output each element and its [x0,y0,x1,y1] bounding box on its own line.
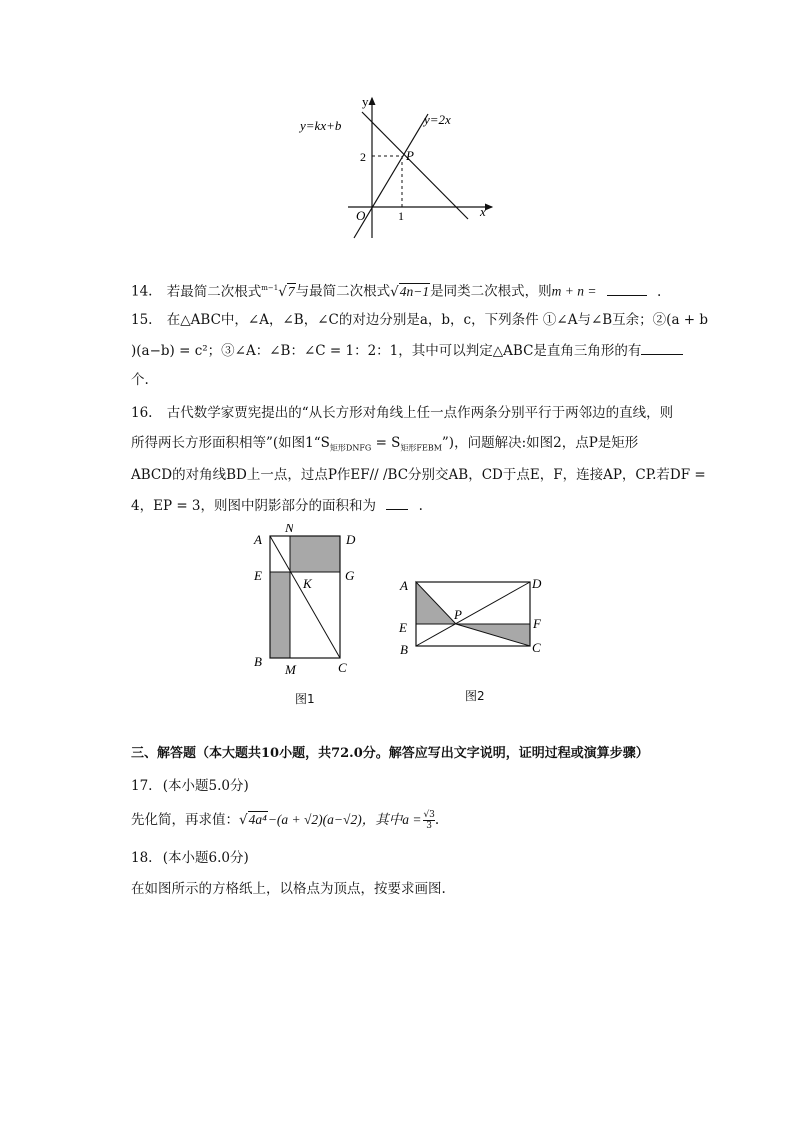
fig2-label-A: A [400,578,408,593]
question-16-line1 [131,403,673,423]
fig1-label-A: A [254,532,262,547]
q16-line4a: 4，EP = 3，则图中阴影部分的面积和为 [131,498,377,514]
fig2-label-B: B [400,642,408,657]
question-15-line3 [131,370,149,390]
q17-end: . [434,812,440,828]
q18-number: 18. [131,850,153,866]
fig2-shaded-triangle-left [416,582,456,624]
q16-answer-blank[interactable] [386,509,408,510]
point-p-label: P [406,148,414,163]
q16-line2a: 所得两长方形面积相等”(如图1“S [131,435,330,451]
q14-text-b: 与最简二次根式 [295,283,391,300]
q16-subscript-1: 矩形DNFG [329,443,372,453]
q18-score: (本小题6.0分) [162,850,249,866]
question-18-header [131,848,249,868]
question-15-line1 [131,310,708,330]
fig1-label-D: D [346,532,356,547]
fig2-label-D: D [532,576,542,591]
q15-line2: )(a−b) = c²；③∠A：∠B：∠C = 1：2：1，其中可以判定△ABC是直角三角形的有 [131,343,642,359]
q14-expression: m + n = [551,283,597,299]
fig1-shaded-top [290,536,340,572]
q16-end: . [418,498,423,514]
fig1-caption: 图1 [295,692,315,706]
line-y-kx-b [362,112,468,219]
q17-text-a: 先化简，再求值： [131,812,239,828]
q17-text-b: −(a + √2)(a−√2)，其中a = [267,812,422,827]
x-axis-label: x [480,204,486,219]
q14-radical-1: √7 [278,283,295,300]
q17-radical: √4a⁴ [239,812,267,828]
q14-root-index: m−1 [261,284,279,292]
q16-line2b: = S [371,435,401,451]
figure-2 [396,572,548,660]
q14-answer-blank[interactable] [607,295,647,296]
origin-label: O [356,208,366,223]
question-15-line2 [131,341,683,361]
question-17-header [131,776,249,796]
fig1-label-G: G [345,568,355,583]
q15-number: 15. [131,312,153,328]
fig2-label-F: F [533,616,541,631]
fig1-label-M: M [285,662,296,677]
question-17-body [131,810,439,831]
question-16-line3 [131,465,706,485]
y-axis-label: y [362,94,369,109]
line1-label: y=kx+b [300,118,342,133]
fig2-label-E: E [399,620,407,635]
x-tick-label: 1 [398,209,404,223]
figure-1 [248,524,368,680]
fig1-label-K: K [303,576,312,591]
fig1-label-E: E [254,568,262,583]
q17-score: (本小题5.0分) [162,778,249,794]
y-tick-label: 2 [360,150,366,164]
q14-text-a: 若最简二次根式 [166,283,262,300]
question-16-line2 [131,433,638,459]
q15-line1: 在△ABC中，∠A，∠B，∠C的对边分别是a，b，c，下列条件 ①∠A与∠B互余；②(a + b [166,312,709,328]
q14-end: . [657,283,662,300]
q16-number: 16. [131,405,153,421]
fig2-shaded-triangle-right [456,624,530,646]
fig1-label-B: B [254,654,262,669]
q14-number: 14. [131,283,153,300]
fig1-shaded-left [270,572,290,658]
question-18-body: 在如图所示的方格纸上，以格点为顶点，按要求画图. [131,881,446,897]
q17-fraction: $\frac{√3}{3}$ [423,810,435,831]
q15-line3: 个. [131,372,149,388]
q14-text-c: 是同类二次根式，则 [430,283,552,300]
section-3-title: 三、解答题（本大题共10小题，共72.0分。解答应写出文字说明，证明过程或演算步骤） [131,746,649,761]
question-16-line4 [131,496,423,516]
q14-radical-2: √4n−1 [390,283,430,300]
fig2-label-P: P [454,607,462,622]
fig1-label-C: C [338,660,347,675]
q16-line3: ABCD的对角线BD上一点，过点P作EF// /BC分别交AB，CD于点E，F，连接AP，CP.若DF = [131,467,706,483]
q15-answer-blank[interactable] [641,354,683,355]
q16-subscript-2: 矩形FEBM [400,443,442,453]
q16-line1: 古代数学家贾宪提出的“从长方形对角线上任一点作两条分别平行于两邻边的直线，则 [166,405,674,421]
fig2-caption: 图2 [465,689,485,703]
q17-number: 17. [131,778,153,794]
q16-line2c: ”)，问题解决:如图2，点P是矩形 [441,435,639,451]
question-14 [131,278,661,302]
coordinate-graph [296,92,496,242]
line2-label: y=2x [424,112,451,127]
fig2-label-C: C [532,640,541,655]
fig1-label-N: N [285,524,294,535]
